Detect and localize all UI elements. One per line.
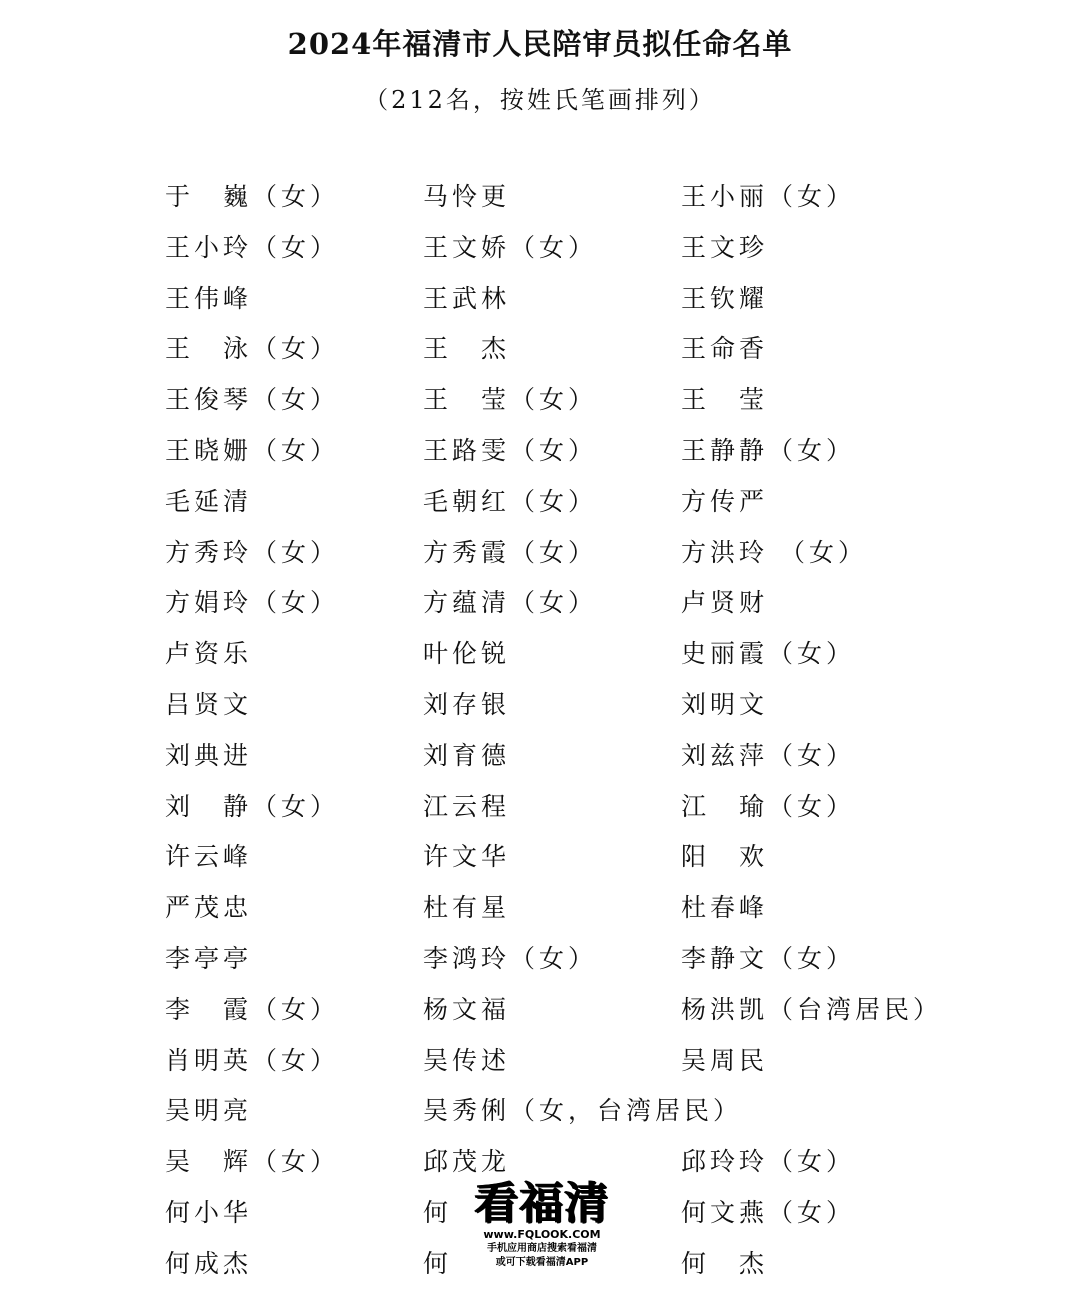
juror-name: 叶伦锐 [423, 639, 511, 668]
juror-name: 刘存银 [423, 690, 511, 719]
juror-name: 何 [423, 1249, 453, 1278]
juror-name: 何 杰 [681, 1249, 769, 1278]
roster-row [0, 1085, 1080, 1136]
juror-name: 肖明英（女） [165, 1046, 340, 1075]
juror-name: 方秀玲（女） [165, 538, 340, 567]
juror-name: 方洪玲 （女） [681, 538, 867, 567]
juror-name: 吴明亮 [165, 1096, 253, 1125]
juror-name: 许云峰 [165, 842, 253, 871]
juror-name: 刘 静（女） [165, 792, 340, 821]
juror-name: 杜有星 [423, 893, 511, 922]
juror-name: 王 泳（女） [165, 334, 340, 363]
juror-name: 方蕴清（女） [423, 588, 598, 617]
juror-name: 李 霞（女） [165, 995, 340, 1024]
document-title: 2024年福清市人民陪审员拟任命名单 [287, 27, 793, 61]
juror-name: 吴周民 [681, 1046, 769, 1075]
juror-name: 方秀霞（女） [423, 538, 598, 567]
juror-name: 王 莹（女） [423, 385, 598, 414]
juror-name: 史丽霞（女） [681, 639, 856, 668]
watermark-line-1: 手机应用商店搜索看福清 [487, 1243, 597, 1254]
juror-name: 于 巍（女） [165, 182, 340, 211]
juror-name: 江 瑜（女） [681, 792, 856, 821]
watermark-url: www.FQLOOK.COM [483, 1228, 601, 1241]
roster-row [0, 730, 1080, 781]
juror-name: 吕贤文 [165, 690, 253, 719]
site-watermark [468, 1180, 616, 1290]
juror-name: 王命香 [681, 334, 769, 363]
roster-row [0, 1035, 1080, 1086]
roster-row [0, 984, 1080, 1035]
watermark-line-2: 或可下载看福清APP [495, 1257, 589, 1268]
roster-row [0, 374, 1080, 425]
roster-row [0, 273, 1080, 324]
juror-name: 卢资乐 [165, 639, 253, 668]
juror-name: 王文珍 [681, 233, 769, 262]
juror-name: 卢贤财 [681, 588, 769, 617]
roster-row [0, 831, 1080, 882]
juror-name: 王路雯（女） [423, 436, 598, 465]
roster-row [0, 222, 1080, 273]
juror-name: 王 杰 [423, 334, 511, 363]
roster-row [0, 577, 1080, 628]
roster-row [0, 527, 1080, 578]
roster-row [0, 882, 1080, 933]
juror-name: 邱玲玲（女） [681, 1147, 856, 1176]
juror-name: 王静静（女） [681, 436, 856, 465]
roster-row [0, 171, 1080, 222]
juror-name: 杜春峰 [681, 893, 769, 922]
juror-name: 王 莹 [681, 385, 769, 414]
juror-name: 王钦耀 [681, 284, 769, 313]
juror-name: 王武林 [423, 284, 511, 313]
juror-name: 何文燕（女） [681, 1198, 856, 1227]
juror-name: 何成杰 [165, 1249, 253, 1278]
juror-name: 刘兹萍（女） [681, 741, 856, 770]
juror-name: 吴传述 [423, 1046, 511, 1075]
roster-row [0, 476, 1080, 527]
roster-row [0, 781, 1080, 832]
juror-name: 王伟峰 [165, 284, 253, 313]
roster-row [0, 323, 1080, 374]
juror-roster [0, 171, 1080, 1281]
roster-row [0, 933, 1080, 984]
juror-name: 刘典进 [165, 741, 253, 770]
juror-name: 毛延清 [165, 487, 253, 516]
roster-row [0, 628, 1080, 679]
juror-name: 何小华 [165, 1198, 253, 1227]
juror-name: 严茂忠 [165, 893, 253, 922]
roster-row [0, 679, 1080, 730]
juror-name: 何 [423, 1198, 453, 1227]
watermark-logo: 看福清 [474, 1178, 610, 1229]
juror-name: 方传严 [681, 487, 769, 516]
juror-name: 阳 欢 [681, 842, 769, 871]
juror-name: 刘明文 [681, 690, 769, 719]
juror-name: 毛朝红（女） [423, 487, 598, 516]
document-subtitle: （212名，按姓氏笔画排列） [364, 86, 716, 114]
juror-name: 王小玲（女） [165, 233, 340, 262]
juror-name: 邱茂龙 [423, 1147, 511, 1176]
juror-name: 王小丽（女） [681, 182, 856, 211]
juror-name: 江云程 [423, 792, 511, 821]
juror-name: 方娟玲（女） [165, 588, 340, 617]
juror-name: 李静文（女） [681, 944, 856, 973]
juror-name: 杨文福 [423, 995, 511, 1024]
juror-name: 李鸿玲（女） [423, 944, 598, 973]
juror-name: 吴 辉（女） [165, 1147, 340, 1176]
juror-name: 刘育德 [423, 741, 511, 770]
juror-name: 吴秀俐（女，台湾居民） [423, 1096, 743, 1125]
juror-name: 王晓姗（女） [165, 436, 340, 465]
juror-name: 李亭亭 [165, 944, 253, 973]
juror-name: 王文娇（女） [423, 233, 598, 262]
juror-name: 杨洪凯（台湾居民） [681, 995, 943, 1024]
juror-name: 马怜更 [423, 182, 511, 211]
juror-name: 许文华 [423, 842, 511, 871]
juror-name: 王俊琴（女） [165, 385, 340, 414]
roster-row [0, 425, 1080, 476]
